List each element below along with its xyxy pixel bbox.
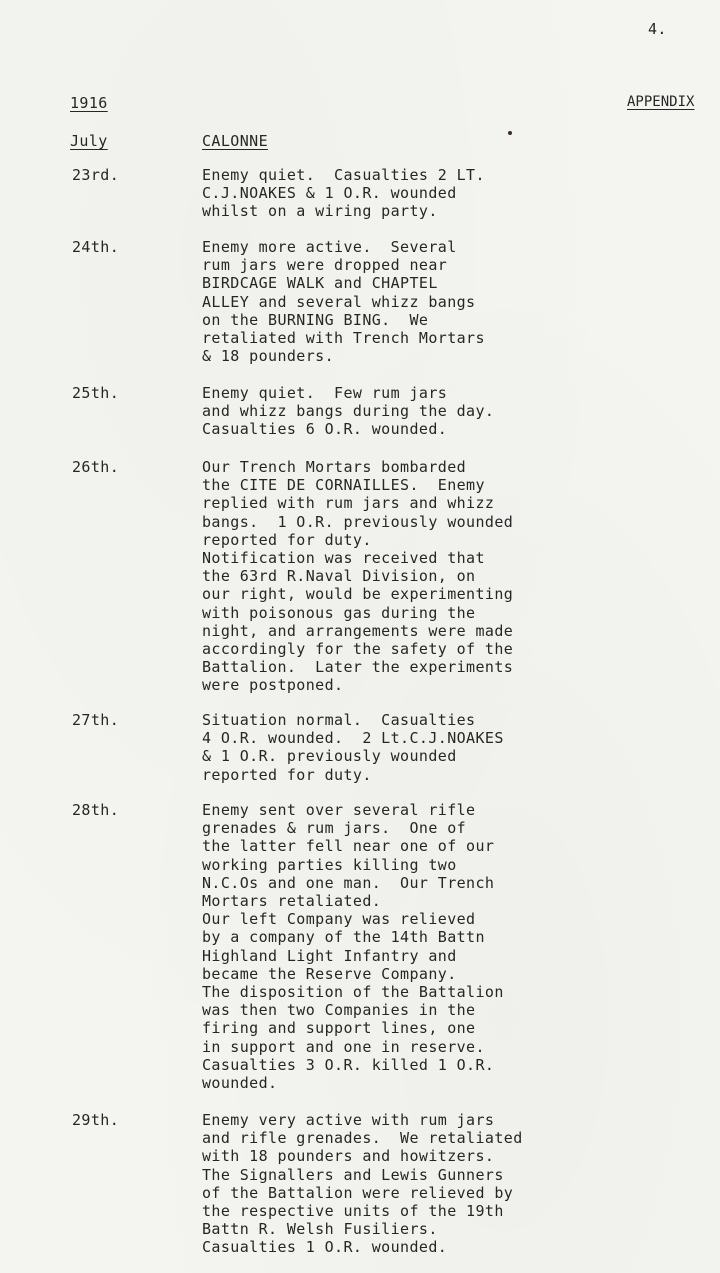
entry-date: 26th. [72, 458, 120, 476]
month-heading: July [70, 132, 108, 150]
entry-text: Enemy sent over several rifle grenades & rum jars. One of the latter fell near one of our working parties killing two N.C.Os and one man. Our Trench Mortars retaliated. Our left Company was relieved by a company of the 14th Battn Highland Light Infantry and became the Reserve Company. The disposition of the Battalion was then two Companies in the firing and support lines, one in support and one in reserve. Casualties 3 O.R. killed 1 O.R. wounded. [202, 801, 504, 1093]
ink-speck [508, 131, 512, 135]
location-heading: CALONNE [202, 132, 269, 150]
entry-date: 27th. [72, 711, 120, 729]
entry-text: Enemy quiet. Few rum jars and whizz bangs during the day. Casualties 6 O.R. wounded. [202, 384, 495, 439]
entry-text: Enemy very active with rum jars and rifle grenades. We retaliated with 18 pounders and howitzers. The Signallers and Lewis Gunners of the Battalion were relieved by the respective units of the 19th Battn R. Welsh Fusiliers. Casualties 1 O.R. wounded. [202, 1111, 523, 1257]
entry-text: Enemy quiet. Casualties 2 LT. C.J.NOAKES & 1 O.R. wounded whilst on a wiring party. [202, 166, 485, 221]
page-number: 4. [648, 20, 667, 38]
entry-date: 25th. [72, 384, 120, 402]
entry-text: Enemy more active. Several rum jars were dropped near BIRDCAGE WALK and CHAPTEL ALLEY and several whizz bangs on the BURNING BING. We retaliated with Trench Mortars & 18 pounders. [202, 238, 485, 366]
year-heading: 1916 [70, 94, 108, 112]
entry-text: Our Trench Mortars bombarded the CITE DE CORNAILLES. Enemy replied with rum jars and whizz bangs. 1 O.R. previously wounded reported for duty. Notification was received that the 63rd R.Naval Division, on our right, would be experimenting with poisonous gas during the night, and arrangements were made accordingly for the safety of the Battalion. Later the experiments were postponed. [202, 458, 514, 695]
entry-date: 28th. [72, 801, 120, 819]
entry-date: 24th. [72, 238, 120, 256]
entry-text: Situation normal. Casualties 4 O.R. wounded. 2 Lt.C.J.NOAKES & 1 O.R. previously wounded reported for duty. [202, 711, 504, 784]
entry-date: 29th. [72, 1111, 120, 1129]
appendix-label: APPENDIX [627, 94, 695, 110]
entry-date: 23rd. [72, 166, 120, 184]
